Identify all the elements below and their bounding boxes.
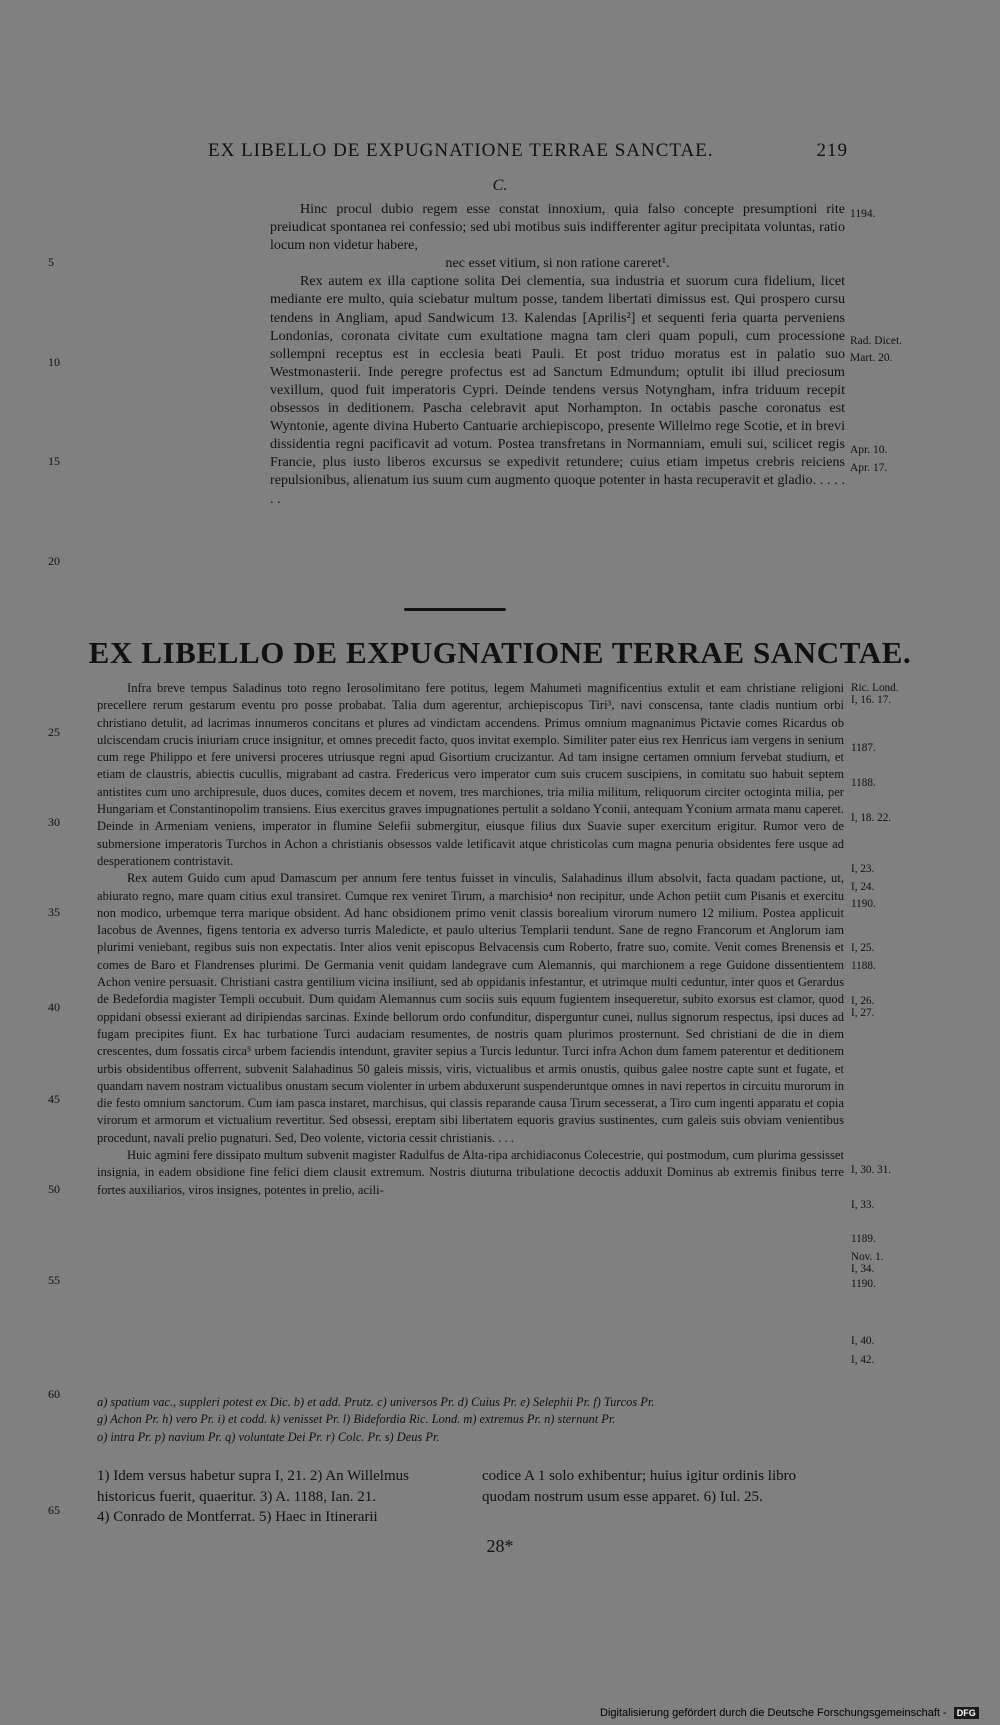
line-number: 15 (48, 454, 60, 468)
margin-note: 1188. (851, 777, 876, 789)
margin-note: I, 26. (851, 995, 875, 1007)
line-number: 60 (48, 1387, 60, 1401)
footer-text: Digitalisierung gefördert durch die Deutsche Forschungsgemeinschaft - (600, 1707, 947, 1719)
line-number: 20 (48, 554, 60, 568)
section-c-text (270, 200, 845, 508)
apparatus-line: o) intra Pr. p) navium Pr. q) voluntate Dei Pr. r) Colc. Pr. s) Deus Pr. (97, 1429, 440, 1444)
margin-note: I, 42. (851, 1354, 875, 1366)
line-number: 45 (48, 1092, 60, 1106)
margin-note: I, 27. (851, 1007, 875, 1019)
margin-note: Nov. 1. (851, 1251, 884, 1263)
footnote: 1) Idem versus habetur supra I, 21. 2) An Willelmus historicus fuerit, quaeritur. 3) A. 1188, Ian. 21. (97, 1468, 409, 1505)
margin-note: I, 40. (851, 1335, 875, 1347)
section-letter: C. (492, 177, 508, 194)
line-number: 25 (48, 725, 60, 739)
margin-note: Rad. Dicet. (850, 335, 903, 347)
footnote: 4) Conrado de Montferrat. 5) Haec in Itinerarii (97, 1509, 378, 1525)
margin-note: 1189. (851, 1233, 876, 1245)
running-head-title: EX LIBELLO DE EXPUGNATIONE TERRAE SANCTAE. (208, 140, 714, 161)
page-number: 219 (816, 140, 848, 161)
margin-note: 1187. (851, 742, 876, 754)
apparatus-line: g) Achon Pr. h) vero Pr. i) et codd. k) venisset Pr. l) Bidefordia Ric. Lond. m) extremus Pr. n) sternunt Pr. (97, 1412, 616, 1427)
line-number: 55 (48, 1273, 60, 1287)
verse-line: nec esset vitium, si non ratione careret¹. (445, 255, 670, 272)
main-title: EX LIBELLO DE EXPUGNATIONE TERRAE SANCTAE. (88, 635, 912, 670)
line-number: 40 (48, 1000, 60, 1014)
line-number: 50 (48, 1182, 60, 1196)
line-number: 10 (48, 355, 60, 369)
line-number: 35 (48, 905, 60, 919)
margin-note: I, 34. (851, 1263, 875, 1275)
margin-note: 1190. (851, 898, 876, 910)
margin-note: Ric. Lond. (851, 682, 899, 694)
apparatus-line: a) spatium vac., suppleri potest ex Dic. b) et add. Prutz. c) universos Pr. d) Cuius Pr. e) Selephii Pr. f) Turcos Pr. (97, 1395, 655, 1409)
margin-note: 1194. (850, 208, 876, 220)
line-number: 30 (48, 815, 60, 829)
signature-mark: 28* (486, 1536, 514, 1556)
critical-apparatus (97, 1394, 847, 1446)
margin-note: I, 30. 31. (851, 1164, 892, 1176)
margin-note: I, 18. 22. (851, 812, 892, 824)
margin-note: I, 25. (851, 942, 875, 954)
line-number: 5 (48, 255, 54, 269)
margin-note: I, 24. (851, 881, 875, 893)
line-number: 65 (48, 1503, 60, 1517)
paragraph: Hinc procul dubio regem esse constat innoxium, quia falso concepte presumptioni rite preiudicat spontanea rei confessio; sed ubi motibus suis indifferenter agitur precipitata voluntas, ratio locum non videtur habere, (270, 201, 845, 254)
paragraph: Rex autem Guido cum apud Damascum per annum fere tentus fuisset in vinculis, Salahadinus illum absolvit, facta quadam pactione, ut, abiurato regno, mare quam citius exul transiret. Cumque rex veniret Tirum, a marchisio⁴ non recipitur, unde Achon petiit cum Pisanis et exercitu non modico, urbemque terra marique obsident. Ad hanc obsidionem primo venit classis borealium virorum numero 12 milium. Postea applicuit Iacobus de Avennes, figens tentoria ex adverso turris Maledicte, et paulo ulterius Templarii tendunt. Sane de regno Francorum et Anglorum iam plurimi veniebant, regibus suis non expectatis. Inter alios venit episcopus Belvacensis cum Roberto, fratre suo, comite. Venit comes Brenensis et comes de Baro et Flandrenses plurimi. De Germania venit quidam landegrave cum Alemannis, qui marchionem a rege Guidone dissentientem Achon venire persuasit. Christiani castra gentilium vicina insiliunt, sed ab oppidanis infestantur, et utrimque multi ceduntur, inter quos et Gerardus de Bedefordia magister Templi occubuit. Dum quidam Alemannus cum sociis suis equum fugientem insequeretur, subito exorsus est clamor, quod oppidani obsessi exierant ad diripiendas sarcinas. Exinde bellorum ordo confunditur, disperguntur cunei, nullus signorum respectus, ipsi duces ad fugam precipites fiunt. Ex hac turbatione Turci audaciam resumentes, de nostris quam plurimos prosternunt. Sed christiani de die in diem crescentes, dum fossatis circa⁵ urbem faciendis intendunt, graviter sepius a Turcis leduntur. Turci infra Achon dum famem paterentur et deditionem urbis obsidentibus offerrent, subvenit Salahadinus 50 galeis missis, viris, victualibus et armis onustis, quibus galee nostre capte sunt et fugate, et quandam navem nostram victualibus onustam secum violenter in urbem abduxerunt suspenderuntque omnes in navi repertos in circuitu murorum in die festo omnium sanctorum. Cum iam pasca instaret, marchisus, qui classis reparande causa Tirum secesserat, a Tiro cum ingenti apparatu et copia virorum et armorum et victualium revertitur. Sed obsessi, ereptam sibi libertatem equoris gravius sustinentes, cum galeis suis obviam venientibus procedunt, navali prelio pugnaturi. Sed, Deo volente, victoria cessit christianis. . . . (97, 871, 844, 1145)
dfg-logo: DFG (954, 1707, 979, 1719)
margin-note: Apr. 10. (850, 444, 888, 456)
margin-note: I, 33. (851, 1199, 875, 1211)
footnotes-right-column (482, 1466, 847, 1507)
margin-note: I, 16. 17. (851, 694, 892, 706)
digitization-footer (600, 1707, 979, 1719)
margin-note: Apr. 17. (850, 462, 888, 474)
footnote: codice A 1 solo exhibentur; huius igitur ordinis libro quodam nostrum usum esse apparet. 6) Iul. 25. (482, 1468, 797, 1505)
paragraph: Infra breve tempus Saladinus toto regno Ierosolimitano fere potitus, legem Mahumeti magnificentius extulit et eam christiane religioni precellere rerum gestarum eventu pro posse probabat. Talia dum agerentur, archiepiscopus Tiri³, navi conscensa, tante cladis nuntium orbi christiano detulit, ad lacrimas innumeros concitans et plures ad vindictam accendens. Primus omnium magnanimus Pictavie comes Ricardus ob ulciscendam crucis iniuriam cruce insignitur, et omnes precedit facto, quos invitat exemplo. Similiter pater eius rex Henricus iam vergens in senium cum rege Philippo et fere universi proceres utriusque regni apud Gisortium crucizantur. Ad tam insigne certamen omnium fervebat studium, et etiam de claustris, abiectis cucullis, migrabant ad castra. Fredericus vero imperator cum suis crucem suscipiens, in comitatu suo habuit septem antistites cum uno archipresule, duos duces, comites decem et novem, tres marchiones, tria milia militum, reliquorum circiter octoginta milia, per Hungariam et Constantinopolim transiens. Eius exercitus graves impugnationes pertulit a soldano Yconii, antequam Yconium armata manu caperet. Deinde in Armeniam veniens, imperator in flumine Selefii submergitur, eiusque filius dux Suavie super exercitum erigitur. Rumor vero de submersione imperatoris Turchos in Achon a christianis obsessos valde letificavit atque christicolas cum magna penuria obsidentes fere usque ad desperationem contristavit. (97, 681, 844, 868)
section-divider (404, 608, 506, 611)
main-text (97, 680, 844, 1199)
margin-note: 1190. (851, 1278, 876, 1290)
margin-note: 1188. (851, 960, 876, 972)
footnotes-left-column (97, 1466, 462, 1528)
margin-note: Mart. 20. (850, 352, 893, 364)
margin-note: I, 23. (851, 863, 875, 875)
paragraph: Rex autem ex illa captione solita Dei clementia, sua industria et suorum cura fidelium, licet mediante ere multo, quia sciebatur multum posse, tandem libertati dimissus est. Qui prospero cursu tendens in Angliam, apud Sandwicum 13. Kalendas [Aprilis²] et sequenti feria quarta perveniens Londonias, coronata civitate cum exultatione magna tam cleri quam populi, cum processione sollempni receptus est in ecclesia beati Pauli. Et post triduo moratus est in palatio suo Westmonasterii. Inde peregre profectus est ad Sanctum Edmundum; optulit ibi illud preciosum vexillum, quod fuit imperatoris Cypri. Deinde tendens versus Notyngham, infra triduum recepit obsessos in deditionem. Pascha celebravit aput Norhampton. In octabis pasche coronatus est Wyntonie, agente divina Huberto Cantuarie archiepiscopo, presente Willelmo rege Scotie, et in brevi dissidentia regni pacificavit ad votum. Postea transfretans in Normanniam, emuli sui, scilicet regis Francie, plus iusto liberos excursus se expedivit retundere; cuius etiam impetus crebris reiciens repulsionibus, alienatum ius suum cum augmento quoque potenter in hasta recuperavit et gladio. . . . . . . (270, 273, 845, 507)
paragraph: Huic agmini fere dissipato multum subvenit magister Radulfus de Alta-ripa archidiaconus Colecestrie, qui postmodum, cum plurima gessisset insignia, in eadem obsidione fine felici diem clausit extremum. Nostris diuturna tribulatione decoctis adduxit Dominus ab extremis finibus terre fortes auxiliarios, viros insignes, potentes in prelio, acili- (97, 1148, 844, 1197)
